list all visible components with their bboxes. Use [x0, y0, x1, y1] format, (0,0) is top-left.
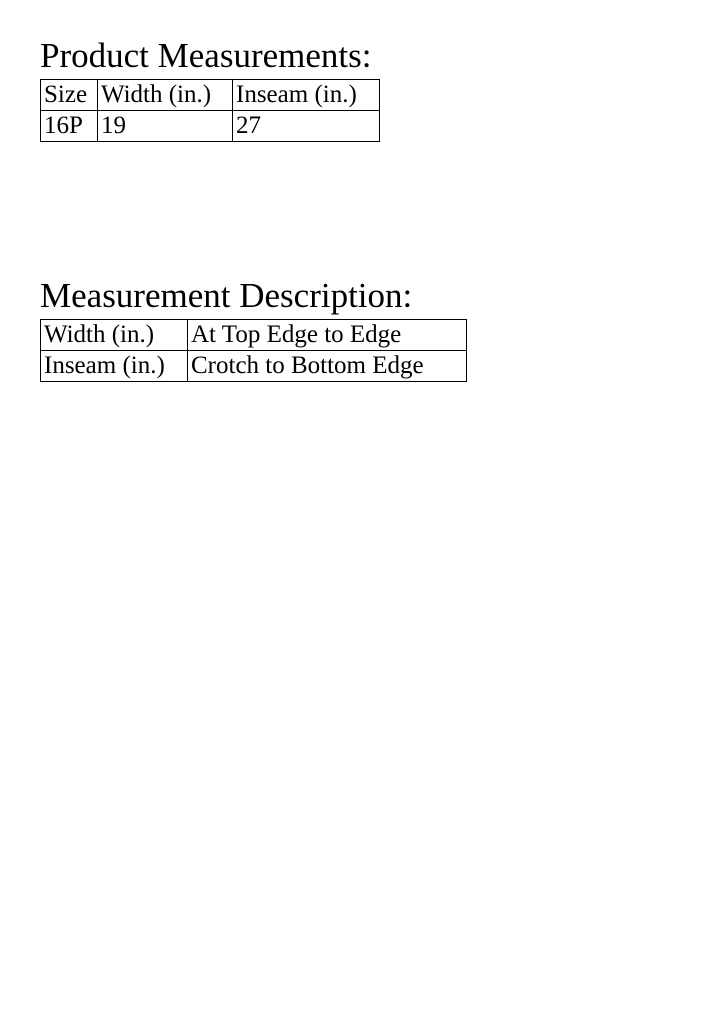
table-row — [41, 351, 467, 382]
measurement-description-title: Measurement Description: — [40, 276, 413, 315]
cell-measure-description: Crotch to Bottom Edge — [188, 351, 467, 382]
product-measurements-table — [40, 79, 380, 142]
column-header-inseam: Inseam (in.) — [233, 80, 380, 111]
product-measurements-section — [40, 38, 683, 142]
measurement-description-section — [40, 278, 683, 382]
cell-size: 16P — [41, 111, 98, 142]
column-header-width: Width (in.) — [98, 80, 233, 111]
cell-measure-name: Width (in.) — [41, 320, 188, 351]
column-header-size: Size — [41, 80, 98, 111]
product-measurements-title: Product Measurements: — [40, 36, 372, 75]
cell-width: 19 — [98, 111, 233, 142]
cell-measure-description: At Top Edge to Edge — [188, 320, 467, 351]
measurement-description-table — [40, 319, 467, 382]
table-row — [41, 320, 467, 351]
cell-inseam: 27 — [233, 111, 380, 142]
table-row — [41, 111, 380, 142]
table-header-row — [41, 80, 380, 111]
cell-measure-name: Inseam (in.) — [41, 351, 188, 382]
section-spacer — [40, 142, 683, 278]
